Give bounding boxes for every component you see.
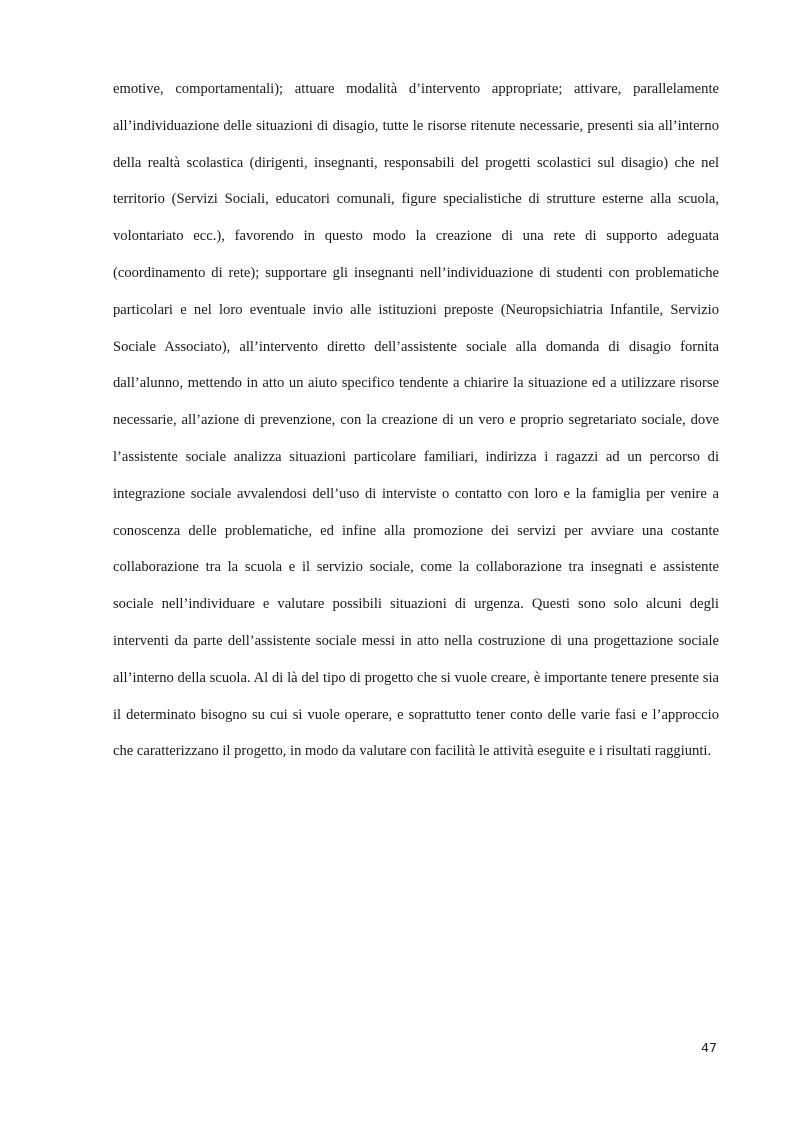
- page-number: 47: [701, 1040, 717, 1055]
- body-paragraph: emotive, comportamentali); attuare modalità d’intervento appropriate; attivare, parallelamente all’individuazione delle situazioni di disagio, tutte le risorse ritenute necessarie, presenti sia all’interno della realtà scolastica (dirigenti, insegnanti, responsabili del progetti scolastici sul disagio) che nel territorio (Servizi Sociali, educatori comunali, figure specialistiche di strutture esterne alla scuola, volontariato ecc.), favorendo in questo modo la creazione di una rete di supporto adeguata (coordinamento di rete); supportare gli insegnanti nell’individuazione di studenti con problematiche particolari e nel loro eventuale invio alle istituzioni preposte (Neuropsichiatria Infantile, Servizio Sociale Associato), all’intervento diretto dell’assistente sociale alla domanda di disagio fornita dall’alunno, mettendo in atto un aiuto specifico tendente a chiarire la situazione ed a utilizzare risorse necessarie, all’azione di prevenzione, con la creazione di un vero e proprio segretariato sociale, dove l’assistente sociale analizza situazioni particolare familiari, indirizza i ragazzi ad un percorso di integrazione sociale avvalendosi dell’uso di interviste o contatto con loro e la famiglia per venire a conoscenza delle problematiche, ed infine alla promozione dei servizi per avviare una costante collaborazione tra la scuola e il servizio sociale, come la collaborazione tra insegnati e assistente sociale nell’individuare e valutare possibili situazioni di urgenza. Questi sono solo alcuni degli interventi da parte dell’assistente sociale messi in atto nella costruzione di una progettazione sociale all’interno della scuola. Al di là del tipo di progetto che si vuole creare, è importante tenere presente sia il determinato bisogno su cui si vuole operare, e soprattutto tener conto delle varie fasi e l’approccio che caratterizzano il progetto, in modo da valutare con facilità le attività eseguite e i risultati raggiunti.: [113, 81, 719, 760]
